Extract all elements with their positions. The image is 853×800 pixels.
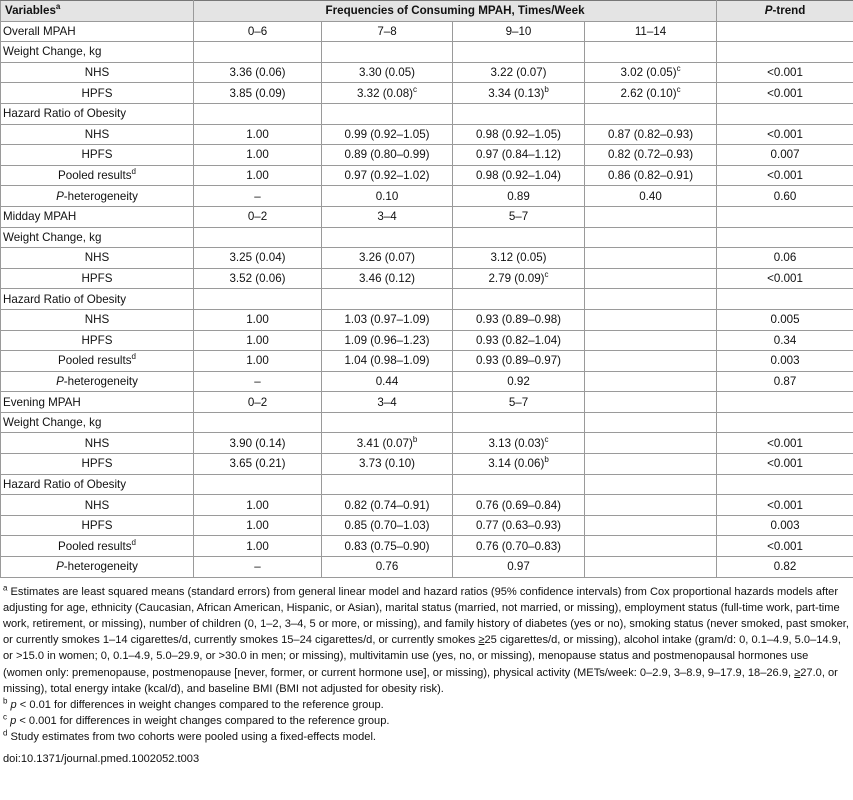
value-cell: [322, 227, 453, 248]
value-cell: [585, 351, 717, 372]
value-cell: 1.00: [194, 309, 322, 330]
p-trend-cell: <0.001: [717, 124, 853, 145]
value-cell: 0–2: [194, 392, 322, 413]
table-row: [1, 454, 853, 475]
value-cell: [585, 371, 717, 392]
p-trend-cell: 0.82: [717, 557, 853, 578]
table-row: [1, 309, 853, 330]
value-cell: 0.76 (0.70–0.83): [453, 536, 585, 557]
value-cell: [453, 227, 585, 248]
p-trend-cell: 0.005: [717, 309, 853, 330]
value-cell: [322, 289, 453, 310]
value-cell: 0.97 (0.92–1.02): [322, 165, 453, 186]
p-trend-cell: 0.87: [717, 371, 853, 392]
value-cell: 11–14: [585, 21, 717, 42]
value-cell: [585, 268, 717, 289]
row-label: NHS: [1, 495, 194, 516]
value-cell: –: [194, 186, 322, 207]
table-row: [1, 248, 853, 269]
value-cell: [322, 412, 453, 433]
value-cell: [453, 103, 585, 124]
p-trend-cell: [717, 21, 853, 42]
footnote-a: $^a$ Estimates are least squared means (standard errors) from general linear model and hazard ratios (95% confidence intervals) from Cox proportional hazards models after adjusting for age, ethnicity (Caucasian, African American, Hispanic, or Asian), marital status (married, not married, or missing), employment status (full-time work, part-time work, retirement, or missing), number of children (0, 1–2, 3–4, 5 or more, or missing), and family history of diabetes (yes or no), smoking status (never smoked, past smoker, or currently smokes 1–14 cigarettes/d, currently smokes 15–24 cigarettes/d, or currently smokes ≥25 cigarettes/d, or missing), alcohol intake (gram/d: 0, 0.1–4.9, 5.0–14.9, or >15.0 in women; 0, 0.1–4.9, 5.0–29.9, or >30.0 in men; or missing), multivitamin use (yes, no, or missing), menopause status and postmenopausal hormones use (women only: premenopause, postmenopause [never, former, or current hormone use], or missing), physical activity (METs/week: 0–2.9, 3–8.9, 9–17.9, 18–26.9, ≥27.0, or missing), total energy intake (kcal/d), and baseline BMI (BMI not adjusted for obesity risk).: [3, 582, 849, 695]
row-label: NHS: [1, 62, 194, 83]
value-cell: 1.00: [194, 495, 322, 516]
table-row: [1, 42, 853, 63]
table-row: [1, 433, 853, 454]
value-cell: 1.00: [194, 515, 322, 536]
row-label: Pooled results$^d$: [1, 351, 194, 372]
value-cell: [194, 412, 322, 433]
value-cell: 0.98 (0.92–1.04): [453, 165, 585, 186]
row-label: Pooled results$^d$: [1, 165, 194, 186]
value-cell: 3.52 (0.06): [194, 268, 322, 289]
value-cell: 3.14 $(0.06)^b$: [453, 454, 585, 475]
row-label-heterogeneity: P-heterogeneity: [1, 371, 194, 392]
value-cell: [585, 227, 717, 248]
value-cell: 0–2: [194, 206, 322, 227]
value-cell: 3.12 (0.05): [453, 248, 585, 269]
table-header-row: [1, 1, 853, 22]
value-cell: 0.83 (0.75–0.90): [322, 536, 453, 557]
p-trend-cell: 0.06: [717, 248, 853, 269]
value-cell: [585, 454, 717, 475]
value-cell: 0.86 (0.82–0.91): [585, 165, 717, 186]
table-row: [1, 515, 853, 536]
row-label-heterogeneity: P-heterogeneity: [1, 557, 194, 578]
value-cell: 0.40: [585, 186, 717, 207]
value-cell: 3.73 (0.10): [322, 454, 453, 475]
value-cell: 0.77 (0.63–0.93): [453, 515, 585, 536]
value-cell: 5–7: [453, 206, 585, 227]
p-trend-cell: <0.001: [717, 454, 853, 475]
value-cell: 0.10: [322, 186, 453, 207]
footnote-c: $^c$ p < 0.001 for differences in weight changes compared to the reference group.: [3, 712, 390, 728]
table-row: [1, 557, 853, 578]
value-cell: 5–7: [453, 392, 585, 413]
table-row: [1, 103, 853, 124]
table-row: [1, 83, 853, 104]
table-row: [1, 412, 853, 433]
value-cell: 0.97: [453, 557, 585, 578]
header-p-trend: P-trend: [717, 1, 853, 22]
p-trend-cell: 0.60: [717, 186, 853, 207]
value-cell: [585, 206, 717, 227]
section-label: Hazard Ratio of Obesity: [1, 474, 194, 495]
p-trend-cell: <0.001: [717, 433, 853, 454]
table-row: [1, 495, 853, 516]
value-cell: [453, 474, 585, 495]
value-cell: [194, 289, 322, 310]
section-label: Weight Change, kg: [1, 42, 194, 63]
value-cell: 0.76 (0.69–0.84): [453, 495, 585, 516]
value-cell: [194, 42, 322, 63]
value-cell: 2.79 $(0.09)^c$: [453, 268, 585, 289]
value-cell: [194, 474, 322, 495]
doi-text: doi:10.1371/journal.pmed.1002052.t003: [3, 752, 200, 765]
p-trend-cell: <0.001: [717, 165, 853, 186]
value-cell: 3.46 (0.12): [322, 268, 453, 289]
value-cell: 0.92: [453, 371, 585, 392]
value-cell: –: [194, 371, 322, 392]
value-cell: [585, 557, 717, 578]
value-cell: 3.13 $(0.03)^c$: [453, 433, 585, 454]
value-cell: 1.00: [194, 145, 322, 166]
p-trend-cell: [717, 227, 853, 248]
value-cell: 1.04 (0.98–1.09): [322, 351, 453, 372]
value-cell: 0.44: [322, 371, 453, 392]
section-label: Midday MPAH: [1, 206, 194, 227]
value-cell: 3.26 (0.07): [322, 248, 453, 269]
value-cell: 0.97 (0.84–1.12): [453, 145, 585, 166]
value-cell: [585, 474, 717, 495]
value-cell: 1.00: [194, 165, 322, 186]
table-row: [1, 145, 853, 166]
value-cell: [585, 433, 717, 454]
row-label: HPFS: [1, 330, 194, 351]
value-cell: 0.93 (0.89–0.98): [453, 309, 585, 330]
value-cell: 3.25 (0.04): [194, 248, 322, 269]
value-cell: 1.00: [194, 330, 322, 351]
table-row: [1, 392, 853, 413]
value-cell: [585, 289, 717, 310]
p-trend-cell: <0.001: [717, 268, 853, 289]
header-frequencies: Frequencies of Consuming MPAH, Times/Week: [194, 1, 717, 22]
value-cell: 1.03 (0.97–1.09): [322, 309, 453, 330]
table-row: [1, 371, 853, 392]
table-row: [1, 186, 853, 207]
p-trend-cell: [717, 103, 853, 124]
value-cell: 3.22 (0.07): [453, 62, 585, 83]
row-label: NHS: [1, 309, 194, 330]
value-cell: [194, 227, 322, 248]
p-trend-cell: [717, 474, 853, 495]
p-trend-cell: <0.001: [717, 62, 853, 83]
table-row: [1, 289, 853, 310]
section-label: Weight Change, kg: [1, 412, 194, 433]
row-label: NHS: [1, 433, 194, 454]
value-cell: [585, 330, 717, 351]
value-cell: [194, 103, 322, 124]
p-trend-cell: [717, 392, 853, 413]
section-label: Evening MPAH: [1, 392, 194, 413]
value-cell: 0–6: [194, 21, 322, 42]
value-cell: [585, 309, 717, 330]
footnote-b: $^b$ p < 0.01 for differences in weight changes compared to the reference group.: [3, 696, 384, 712]
row-label: HPFS: [1, 515, 194, 536]
value-cell: 0.89: [453, 186, 585, 207]
value-cell: 3.02 $(0.05)^c$: [585, 62, 717, 83]
p-trend-cell: <0.001: [717, 536, 853, 557]
row-label-heterogeneity: P-heterogeneity: [1, 186, 194, 207]
value-cell: 3.34 $(0.13)^b$: [453, 83, 585, 104]
p-trend-cell: [717, 412, 853, 433]
row-label: HPFS: [1, 268, 194, 289]
p-trend-cell: <0.001: [717, 83, 853, 104]
value-cell: 3–4: [322, 392, 453, 413]
value-cell: [453, 289, 585, 310]
value-cell: [585, 536, 717, 557]
value-cell: [585, 392, 717, 413]
p-trend-cell: [717, 42, 853, 63]
section-label: Weight Change, kg: [1, 227, 194, 248]
value-cell: 3.30 (0.05): [322, 62, 453, 83]
footnote-d: $^d$ Study estimates from two cohorts were pooled using a fixed-effects model.: [3, 728, 376, 744]
footnotes: [0, 578, 851, 746]
value-cell: 1.00: [194, 124, 322, 145]
value-cell: [585, 103, 717, 124]
value-cell: 0.89 (0.80–0.99): [322, 145, 453, 166]
table-row: [1, 474, 853, 495]
table-row: [1, 62, 853, 83]
section-label: Overall MPAH: [1, 21, 194, 42]
table-row: [1, 206, 853, 227]
value-cell: [585, 248, 717, 269]
table-row: [1, 268, 853, 289]
table-row: [1, 227, 853, 248]
value-cell: 0.82 (0.72–0.93): [585, 145, 717, 166]
value-cell: 3.36 (0.06): [194, 62, 322, 83]
value-cell: 0.99 (0.92–1.05): [322, 124, 453, 145]
value-cell: 2.62 $(0.10)^c$: [585, 83, 717, 104]
row-label: NHS: [1, 124, 194, 145]
table-row: [1, 330, 853, 351]
table-body: [1, 21, 853, 577]
value-cell: [585, 495, 717, 516]
value-cell: 0.87 (0.82–0.93): [585, 124, 717, 145]
value-cell: 3.65 (0.21): [194, 454, 322, 475]
table-row: [1, 165, 853, 186]
value-cell: [585, 515, 717, 536]
value-cell: 0.93 (0.82–1.04): [453, 330, 585, 351]
value-cell: 0.93 (0.89–0.97): [453, 351, 585, 372]
value-cell: 1.09 (0.96–1.23): [322, 330, 453, 351]
row-label: HPFS: [1, 454, 194, 475]
value-cell: [453, 42, 585, 63]
p-trend-cell: <0.001: [717, 495, 853, 516]
section-label: Hazard Ratio of Obesity: [1, 289, 194, 310]
table-row: [1, 21, 853, 42]
value-cell: 0.85 (0.70–1.03): [322, 515, 453, 536]
value-cell: [322, 42, 453, 63]
value-cell: 3–4: [322, 206, 453, 227]
row-label: HPFS: [1, 145, 194, 166]
section-label: Hazard Ratio of Obesity: [1, 103, 194, 124]
value-cell: 0.98 (0.92–1.05): [453, 124, 585, 145]
row-label: HPFS: [1, 83, 194, 104]
value-cell: 3.85 (0.09): [194, 83, 322, 104]
p-trend-cell: 0.003: [717, 515, 853, 536]
header-variables: Variables$^a$: [1, 1, 194, 22]
value-cell: [585, 412, 717, 433]
table-row: [1, 536, 853, 557]
table-row: [1, 351, 853, 372]
value-cell: 3.41 $(0.07)^b$: [322, 433, 453, 454]
p-trend-cell: 0.003: [717, 351, 853, 372]
value-cell: 0.76: [322, 557, 453, 578]
value-cell: 9–10: [453, 21, 585, 42]
table-row: [1, 124, 853, 145]
value-cell: [322, 103, 453, 124]
value-cell: 0.82 (0.74–0.91): [322, 495, 453, 516]
value-cell: –: [194, 557, 322, 578]
value-cell: 3.90 (0.14): [194, 433, 322, 454]
p-trend-cell: [717, 289, 853, 310]
value-cell: 3.32 $(0.08)^c$: [322, 83, 453, 104]
row-label: NHS: [1, 248, 194, 269]
value-cell: 1.00: [194, 351, 322, 372]
row-label: Pooled results$^d$: [1, 536, 194, 557]
value-cell: 7–8: [322, 21, 453, 42]
value-cell: [322, 474, 453, 495]
value-cell: 1.00: [194, 536, 322, 557]
value-cell: [453, 412, 585, 433]
value-cell: [585, 42, 717, 63]
p-trend-cell: 0.34: [717, 330, 853, 351]
p-trend-cell: [717, 206, 853, 227]
p-trend-cell: 0.007: [717, 145, 853, 166]
